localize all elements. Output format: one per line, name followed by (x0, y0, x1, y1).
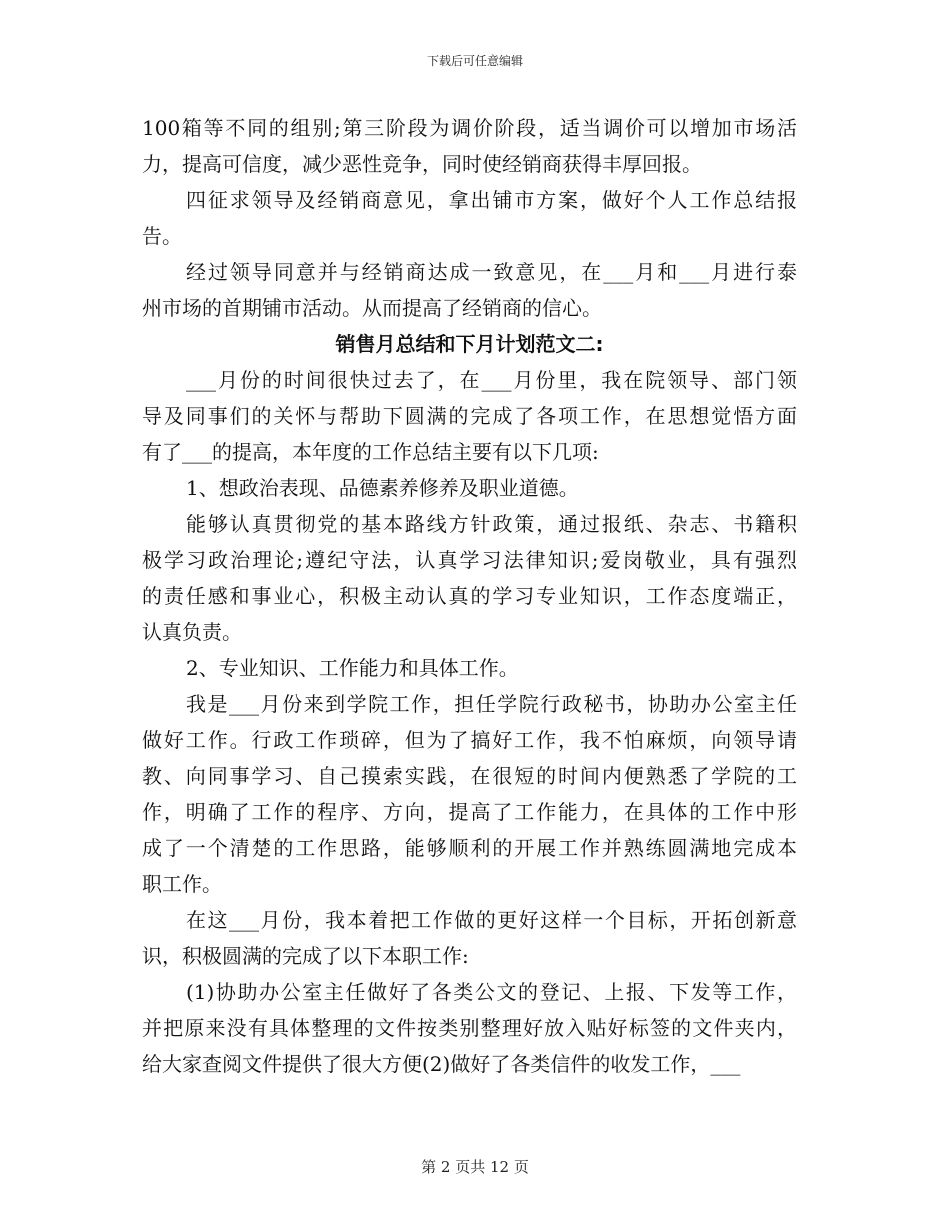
paragraph (142, 902, 797, 974)
text-line: 经过领导同意并与经销商达成一致意见，在___月和___月进行泰 (186, 260, 797, 284)
text-line: 成了一个清楚的工作思路，能够顺利的开展工作并熟练圆满地完成本 (142, 836, 797, 860)
text-line: 的责任感和事业心，积极主动认真的学习专业知识，工作态度端正， (142, 584, 797, 608)
text-line: 100箱等不同的组别;第三阶段为调价阶段，适当调价可以增加市场活 (142, 116, 797, 140)
text-line: 力，提高可信度，减少恶性竞争，同时使经销商获得丰厚回报。 (142, 152, 702, 176)
paragraph (142, 470, 797, 506)
text-line: 极学习政治理论;遵纪守法，认真学习法律知识;爱岗敬业，具有强烈 (142, 548, 797, 572)
paragraph (142, 686, 797, 902)
paragraph (142, 182, 797, 254)
text-line: 告。 (142, 224, 182, 248)
paragraph (142, 254, 797, 326)
text-line: 教、向同事学习、自己摸索实践，在很短的时间内便熟悉了学院的工 (142, 764, 797, 788)
paragraph (142, 362, 797, 470)
page-footer: 第 2 页共 12 页 (421, 1158, 529, 1176)
text-line: 给大家查阅文件提供了很大方便(2)做好了各类信件的收发工作，___ (142, 1052, 741, 1076)
text-line: 我是___月份来到学院工作，担任学院行政秘书，协助办公室主任 (186, 692, 797, 716)
text-line: 认真负责。 (142, 620, 242, 644)
text-line: 职工作。 (142, 872, 222, 896)
paragraph (142, 650, 797, 686)
text-line: 识，积极圆满的完成了以下本职工作: (142, 944, 469, 968)
text-line: 州市场的首期铺市活动。从而提高了经销商的信心。 (142, 296, 602, 320)
document-body (142, 110, 797, 1082)
text-line: ___月份的时间很快过去了，在___月份里，我在院领导、部门领 (186, 368, 797, 392)
page-header: 下载后可任意编辑 (426, 54, 523, 68)
text-line: (1)协助办公室主任做好了各类公文的登记、上报、下发等工作， (186, 980, 797, 1004)
text-line: 有了___的提高，本年度的工作总结主要有以下几项: (142, 440, 599, 464)
text-line: 能够认真贯彻党的基本路线方针政策，通过报纸、杂志、书籍积 (186, 512, 797, 536)
paragraph (142, 974, 797, 1082)
text-line: 2、专业知识、工作能力和具体工作。 (186, 656, 519, 680)
text-line: 并把原来没有具体整理的文件按类别整理好放入贴好标签的文件夹内， (142, 1016, 797, 1040)
text-line: 1、想政治表现、品德素养修养及职业道德。 (186, 476, 579, 500)
paragraph (142, 506, 797, 650)
text-line: 做好工作。行政工作琐碎，但为了搞好工作，我不怕麻烦，向领导请 (142, 728, 797, 752)
text-line: 四征求领导及经销商意见，拿出铺市方案，做好个人工作总结报 (186, 188, 797, 212)
text-line: 在这___月份，我本着把工作做的更好这样一个目标，开拓创新意 (186, 908, 797, 932)
text-line: 作，明确了工作的程序、方向，提高了工作能力，在具体的工作中形 (142, 800, 797, 824)
text-line: 导及同事们的关怀与帮助下圆满的完成了各项工作，在思想觉悟方面 (142, 404, 797, 428)
section-title: 销售月总结和下月计划范文二: (335, 332, 604, 356)
paragraph (142, 110, 797, 182)
